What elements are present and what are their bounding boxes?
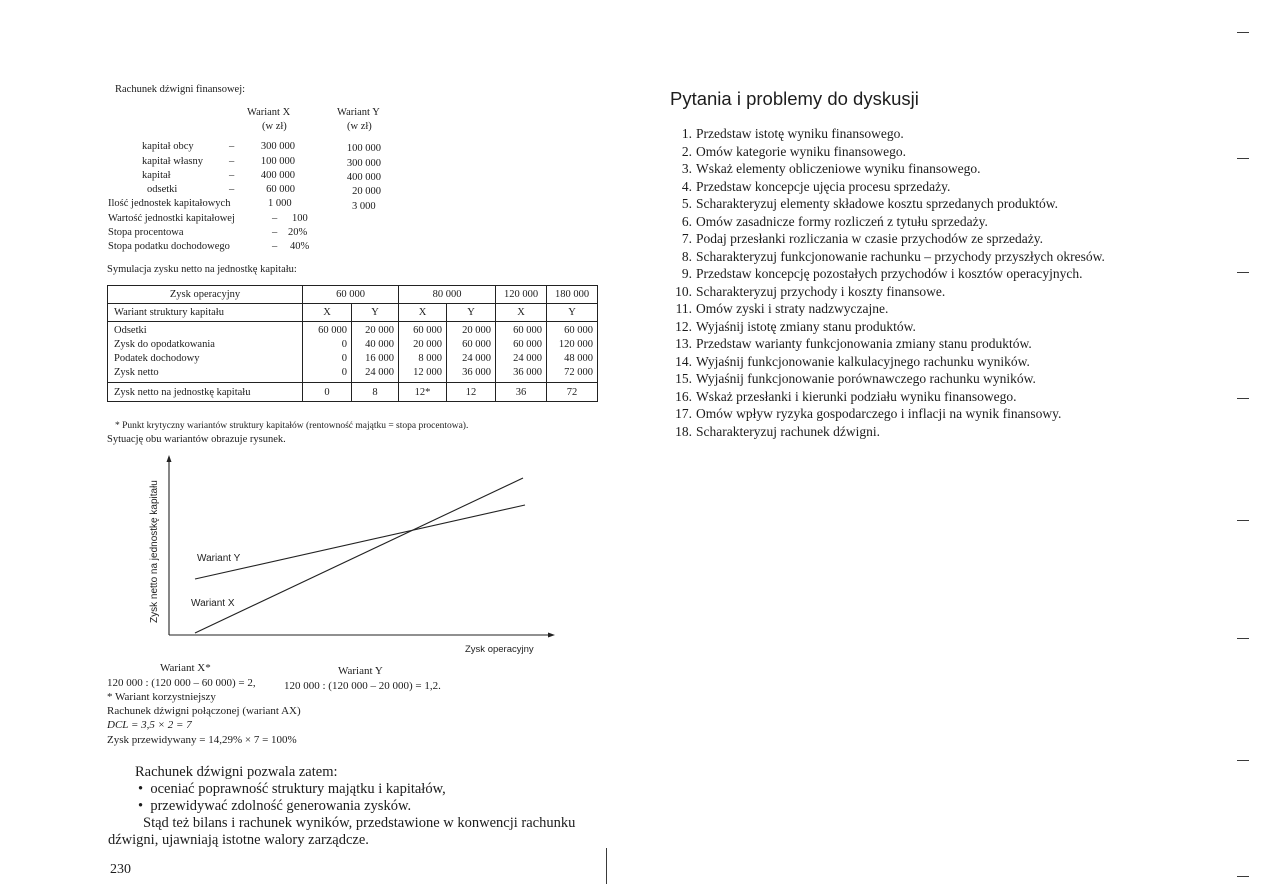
summary-bullet [135, 781, 575, 798]
question-number: 16. [675, 388, 692, 404]
table-cell: 24 000 [365, 367, 394, 378]
capital-row-label: odsetki [147, 184, 178, 195]
table-cell: 24 000 [513, 353, 542, 364]
capital-row-y-value: 20 000 [352, 186, 381, 197]
list-item [666, 370, 1105, 388]
table-row [108, 322, 598, 383]
column-header-variant-y: Wariant Y [337, 107, 380, 118]
column-header-variant-x: Wariant X [247, 107, 291, 118]
question-text: Omów kategorie wyniku finansowego. [696, 143, 906, 159]
question-text: Przedstaw istotę wyniku finansowego. [696, 126, 904, 141]
question-text: Podaj przesłanki rozliczania w czasie przychodów ze sprzedaży. [696, 231, 1043, 246]
list-item [666, 283, 1105, 301]
simulation-title: Symulacja zysku netto na jednostkę kapitału: [107, 264, 297, 275]
list-item [666, 388, 1105, 406]
bullet-glyph: • [138, 781, 151, 797]
series-line-variant-x [195, 478, 523, 633]
list-item [666, 248, 1105, 266]
question-number: 15. [675, 371, 692, 386]
param-label: Stopa podatku dochodowego [108, 241, 230, 252]
calc-formula-y: 120 000 : (120 000 – 20 000) = 1,2. [284, 680, 441, 692]
question-number: 10. [675, 283, 692, 299]
calc-formula-x: 120 000 : (120 000 – 60 000) = 2, [107, 677, 256, 689]
capital-row-label: kapitał własny [142, 156, 203, 167]
param-value: 100 [292, 213, 308, 224]
question-text: Scharakteryzuj funkcjonowanie rachunku – przychody przyszłych okresów. [696, 248, 1105, 264]
list-item [666, 230, 1105, 248]
capital-row-y-value: 100 000 [346, 143, 381, 154]
capital-row-x-value: 300 000 [260, 141, 295, 152]
table-body-column [496, 322, 547, 383]
table-header-value: 80 000 [399, 286, 496, 304]
table-cell: 16 000 [365, 353, 394, 364]
table-cell: 0 [341, 353, 347, 364]
table-cell: 20 000 [462, 325, 491, 336]
question-number: 7. [681, 231, 692, 246]
question-text: Wyjaśnij funkcjonowanie porównawczego rachunku wyników. [696, 371, 1036, 386]
question-text: Omów zyski i straty nadzwyczajne. [696, 301, 889, 316]
column-unit-y: (w zł) [347, 121, 372, 132]
section-heading: Rachunek dźwigni finansowej: [115, 84, 246, 95]
capital-row-dash: – [229, 141, 235, 152]
table-body-column [352, 322, 399, 383]
edge-mark [1237, 876, 1249, 877]
edge-mark [1237, 398, 1249, 399]
list-item [666, 213, 1105, 231]
table-cell: 12 000 [413, 367, 442, 378]
table-footer-cell: 8 [352, 383, 399, 402]
summary-bullet [135, 798, 575, 815]
table-footer-cell: 12 [447, 383, 496, 402]
question-number: 4. [681, 178, 692, 194]
calc-forecast: Zysk przewidywany = 14,29% × 7 = 100% [107, 734, 297, 746]
list-item [666, 353, 1105, 371]
question-number: 3. [681, 161, 692, 176]
series-label-variant-x: Wariant X [191, 598, 235, 609]
list-item [666, 265, 1105, 283]
edge-mark [1237, 32, 1249, 33]
list-item [666, 143, 1105, 161]
summary-closing-2: dźwigni, ujawniają istotne walory zarządcze. [108, 832, 369, 848]
leverage-chart [145, 455, 565, 660]
capital-row-x-value: 60 000 [266, 184, 295, 195]
table-variant-cell: X [496, 304, 547, 322]
capital-row-y-value: 400 000 [346, 172, 381, 183]
edge-mark [1237, 520, 1249, 521]
table-cell: 0 [341, 339, 347, 350]
x-axis-label: Zysk operacyjny [465, 644, 534, 655]
param-label: Stopa procentowa [108, 227, 184, 238]
question-text: Scharakteryzuj rachunek dźwigni. [696, 423, 881, 439]
calc-dcl: DCL = 3,5 × 2 = 7 [107, 719, 192, 731]
y-axis-arrow [167, 455, 172, 462]
capital-row-x-value: 400 000 [260, 170, 295, 181]
table-variant-cell: Y [352, 304, 399, 322]
table-row [108, 304, 598, 322]
question-text: Omów zasadnicze formy rozliczeń z tytułu sprzedaży. [696, 213, 988, 229]
table-header-value: 180 000 [547, 286, 598, 304]
table-header-label: Wariant struktury kapitału [108, 304, 303, 322]
capital-row-label: kapitał obcy [142, 141, 194, 152]
capital-row-dash: – [229, 170, 235, 181]
table-cell: 36 000 [513, 367, 542, 378]
param-dash: – [272, 213, 278, 224]
table-row [108, 383, 598, 402]
table-cell: 60 000 [564, 325, 593, 336]
x-axis-arrow [548, 633, 555, 638]
table-cell: 20 000 [365, 325, 394, 336]
summary-paragraph [108, 764, 576, 849]
question-number: 11. [675, 301, 692, 316]
table-footer-cell: 72 [547, 383, 598, 402]
question-number: 1. [681, 126, 692, 141]
table-footer-cell: 36 [496, 383, 547, 402]
table-cell: 8 000 [418, 353, 442, 364]
series-line-variant-y [195, 505, 525, 579]
question-number: 18. [675, 423, 692, 439]
table-body-column [447, 322, 496, 383]
question-number: 13. [675, 336, 692, 351]
table-header-value: 120 000 [496, 286, 547, 304]
column-unit-x: (w zł) [262, 121, 287, 132]
question-text: Przedstaw koncepcję pozostałych przychodów i kosztów operacyjnych. [696, 266, 1083, 281]
param-dash: – [272, 227, 278, 238]
table-cell: 72 000 [564, 367, 593, 378]
summary-intro: Rachunek dźwigni pozwala zatem: [135, 764, 338, 780]
units-line-label: Ilość jednostek kapitałowych [108, 198, 231, 209]
table-footnote: * Punkt krytyczny wariantów struktury kapitałów (rentowność majątku = stopa procentowa). [115, 421, 469, 431]
figure-caption: Sytuację obu wariantów obrazuje rysunek. [107, 434, 286, 445]
table-body-column [399, 322, 447, 383]
list-item [666, 300, 1105, 318]
question-number: 2. [681, 143, 692, 159]
row-label-net-profit: Zysk netto [114, 367, 159, 378]
edge-mark [1237, 158, 1249, 159]
list-item [666, 160, 1105, 178]
table-cell: 60 000 [513, 339, 542, 350]
table-cell: 24 000 [462, 353, 491, 364]
capital-row-label: kapitał [142, 170, 171, 181]
table-variant-cell: X [399, 304, 447, 322]
table-cell: 120 000 [558, 339, 593, 350]
summary-bullet-text: przewidywać zdolność generowania zysków. [150, 798, 412, 814]
units-line-x: 1 000 [268, 198, 292, 209]
list-item [666, 125, 1105, 143]
question-text: Przedstaw warianty funkcjonowania zmiany stanu produktów. [696, 336, 1032, 351]
param-value: 20% [288, 227, 308, 238]
question-text: Wyjaśnij istotę zmiany stanu produktów. [696, 318, 916, 334]
table-cell: 48 000 [564, 353, 593, 364]
table-body-column [303, 322, 352, 383]
calc-combined: Rachunek dźwigni połączonej (wariant AX) [107, 705, 301, 717]
table-variant-cell: X [303, 304, 352, 322]
question-text: Scharakteryzuj elementy składowe kosztu sprzedanych produktów. [696, 196, 1059, 211]
calc-note: * Wariant korzystniejszy [107, 691, 216, 703]
table-footer-label: Zysk netto na jednostkę kapitału [108, 383, 303, 402]
table-header-label: Zysk operacyjny [108, 286, 303, 304]
list-item [666, 195, 1105, 213]
capital-row-x-value: 100 000 [260, 156, 295, 167]
list-item [666, 178, 1105, 196]
param-value: 40% [290, 241, 310, 252]
table-cell: 60 000 [462, 339, 491, 350]
question-number: 9. [681, 266, 692, 281]
summary-closing-1: Stąd też bilans i rachunek wyników, przedstawione w konwencji rachunku [143, 815, 576, 831]
list-item [666, 318, 1105, 336]
question-number: 5. [681, 196, 692, 211]
row-label-interest: Odsetki [114, 325, 147, 336]
param-label: Wartość jednostki kapitałowej [108, 213, 235, 224]
question-text: Przedstaw koncepcje ujęcia procesu sprzedaży. [696, 178, 951, 194]
y-axis-label: Zysk netto na jednostkę kapitału [149, 480, 160, 623]
simulation-table [107, 285, 598, 402]
table-cell: 60 000 [318, 325, 347, 336]
table-variant-cell: Y [447, 304, 496, 322]
question-number: 8. [681, 248, 692, 264]
series-label-variant-y: Wariant Y [197, 553, 241, 564]
list-item [666, 423, 1105, 441]
question-number: 12. [675, 318, 692, 334]
table-footer-cell: 12* [399, 383, 447, 402]
bullet-glyph: • [138, 798, 151, 814]
question-number: 6. [681, 213, 692, 229]
table-cell: 36 000 [462, 367, 491, 378]
question-text: Omów wpływ ryzyka gospodarczego i inflacji na wynik finansowy. [696, 406, 1062, 421]
page-number: 230 [110, 862, 131, 877]
row-label-income-tax: Podatek dochodowy [114, 353, 200, 364]
table-body-labels [108, 322, 303, 383]
capital-row-dash: – [229, 156, 235, 167]
question-text: Wskaż przesłanki i kierunki podziału wyniku finansowego. [696, 388, 1017, 404]
question-number: 17. [675, 406, 692, 421]
question-text: Wyjaśnij funkcjonowanie kalkulacyjnego rachunku wyników. [696, 353, 1030, 369]
table-row [108, 286, 598, 304]
question-number: 14. [675, 353, 692, 369]
edge-mark [1237, 760, 1249, 761]
gutter-line [606, 848, 607, 884]
table-cell: 0 [341, 367, 347, 378]
row-label-taxable-profit: Zysk do opodatkowania [114, 339, 215, 350]
list-item [666, 335, 1105, 353]
table-body-column [547, 322, 598, 383]
page-title: Pytania i problemy do dyskusji [670, 88, 919, 109]
calc-title-x: Wariant X* [160, 662, 211, 674]
capital-row-y-value: 300 000 [346, 158, 381, 169]
table-footer-cell: 0 [303, 383, 352, 402]
units-line-y: 3 000 [352, 201, 376, 212]
calc-title-y: Wariant Y [338, 665, 383, 677]
list-item [666, 405, 1105, 423]
table-cell: 20 000 [413, 339, 442, 350]
summary-bullet-text: oceniać poprawność struktury majątku i kapitałów, [150, 781, 446, 797]
edge-mark [1237, 638, 1249, 639]
question-text: Scharakteryzuj przychody i koszty finansowe. [696, 283, 946, 299]
question-text: Wskaż elementy obliczeniowe wyniku finansowego. [696, 161, 981, 176]
table-cell: 60 000 [513, 325, 542, 336]
edge-mark [1237, 272, 1249, 273]
question-list [666, 125, 1105, 440]
table-cell: 60 000 [413, 325, 442, 336]
capital-row-dash: – [229, 184, 235, 195]
table-cell: 40 000 [365, 339, 394, 350]
table-header-value: 60 000 [303, 286, 399, 304]
table-variant-cell: Y [547, 304, 598, 322]
param-dash: – [272, 241, 278, 252]
